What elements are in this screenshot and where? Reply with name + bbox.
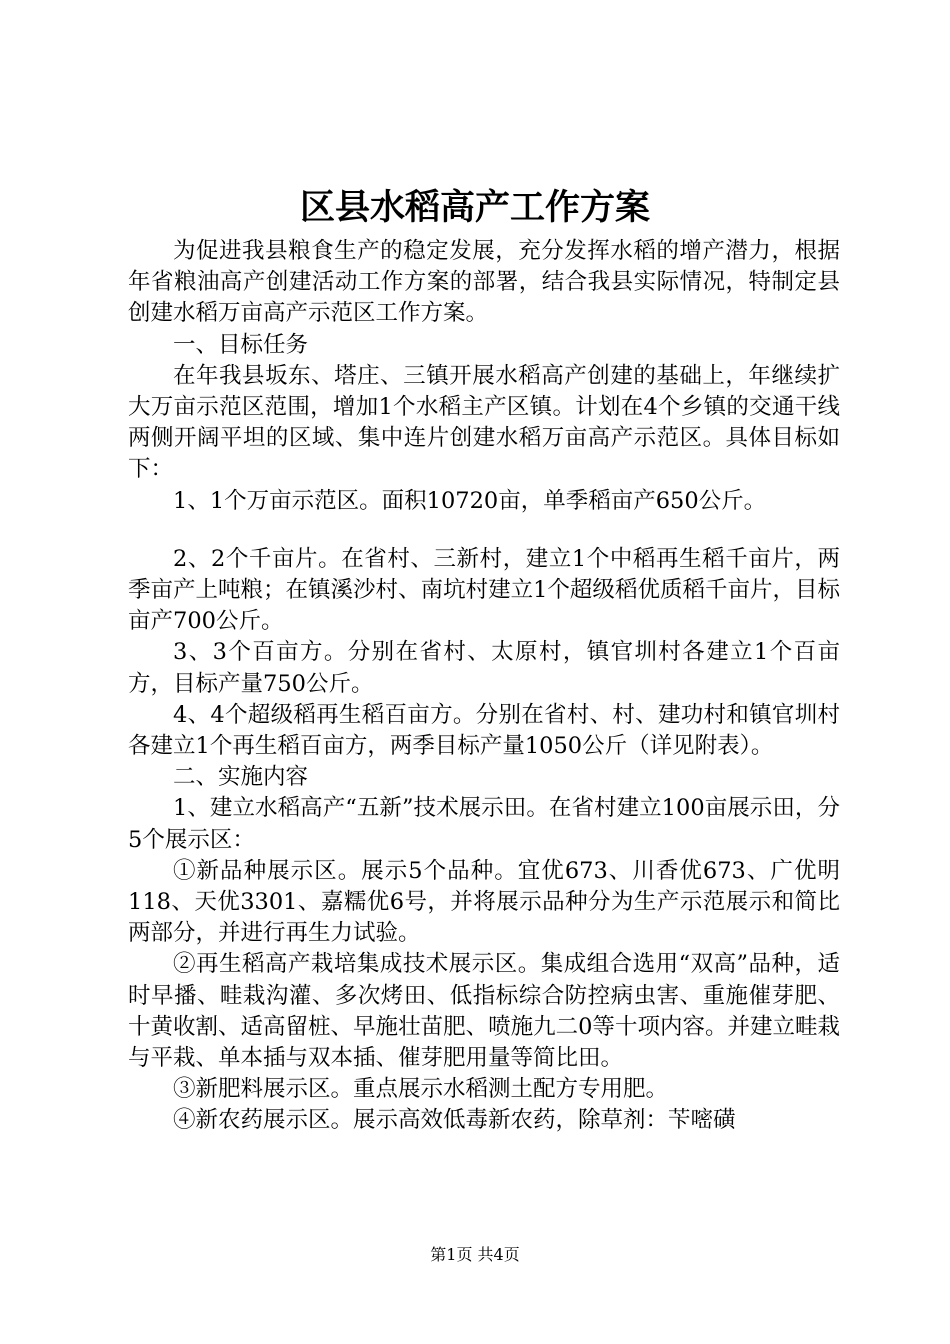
- section-heading: 一、目标任务: [173, 331, 309, 358]
- paragraph: 1、建立水稻高产“五新”技术展示田。在省村建立100亩展示田，分5个展示区：: [128, 795, 840, 853]
- paragraph: ①新品种展示区。展示5个品种。宜优673、川香优673、广优明118、天优3301、嘉糯优6号，并将展示品种分为生产示范展示和简比两部分，并进行再生力试验。: [128, 857, 840, 947]
- paragraph: 1、1个万亩示范区。面积10720亩，单季稻亩产650公斤。: [173, 487, 767, 514]
- page-number: 第1页 共4页: [430, 1245, 520, 1264]
- paragraph: 4、4个超级稻再生稻百亩方。分别在省村、村、建功村和镇官圳村各建立1个再生稻百亩方，两季目标产量1050公斤（详见附表）。: [128, 701, 840, 760]
- paragraph: ④新农药展示区。展示高效低毒新农药，除草剂：苄嘧磺: [173, 1107, 736, 1134]
- page-footer: [0, 1244, 950, 1266]
- paragraph: 为促进我县粮食生产的稳定发展，充分发挥水稻的增产潜力，根据年省粮油高产创建活动工作方案的部署，结合我县实际情况，特制定县创建水稻万亩高产示范区工作方案。: [128, 238, 840, 327]
- paragraph: 2、2个千亩片。在省村、三新村，建立1个中稻再生稻千亩片，两季亩产上吨粮；在镇溪沙村、南坑村建立1个超级稻优质稻千亩片，目标亩产700公斤。: [128, 545, 840, 635]
- paragraph: ③新肥料展示区。重点展示水稻测土配方专用肥。: [173, 1076, 669, 1103]
- paragraph: ②再生稻高产栽培集成技术展示区。集成组合选用“双高”品种，适时早播、畦栽沟灌、多次烤田、低指标综合防控病虫害、重施催芽肥、十黄收割、适高留桩、早施壮苗肥、喷施九二0等十项内容。并建立畦栽与平栽、单本插与双本插、催芽肥用量等简比田。: [128, 951, 840, 1072]
- section-heading: 二、实施内容: [173, 764, 309, 791]
- document-body: [128, 236, 840, 1137]
- document-title: 区县水稻高产工作方案: [299, 187, 650, 228]
- paragraph: 在年我县坂东、塔庄、三镇开展水稻高产创建的基础上，年继续扩大万亩示范区范围，增加1个水稻主产区镇。计划在4个乡镇的交通干线两侧开阔平坦的区域、集中连片创建水稻万亩高产示范区。具体目标如下：: [128, 362, 840, 483]
- paragraph: 3、3个百亩方。分别在省村、太原村，镇官圳村各建立1个百亩方，目标产量750公斤。: [128, 639, 840, 697]
